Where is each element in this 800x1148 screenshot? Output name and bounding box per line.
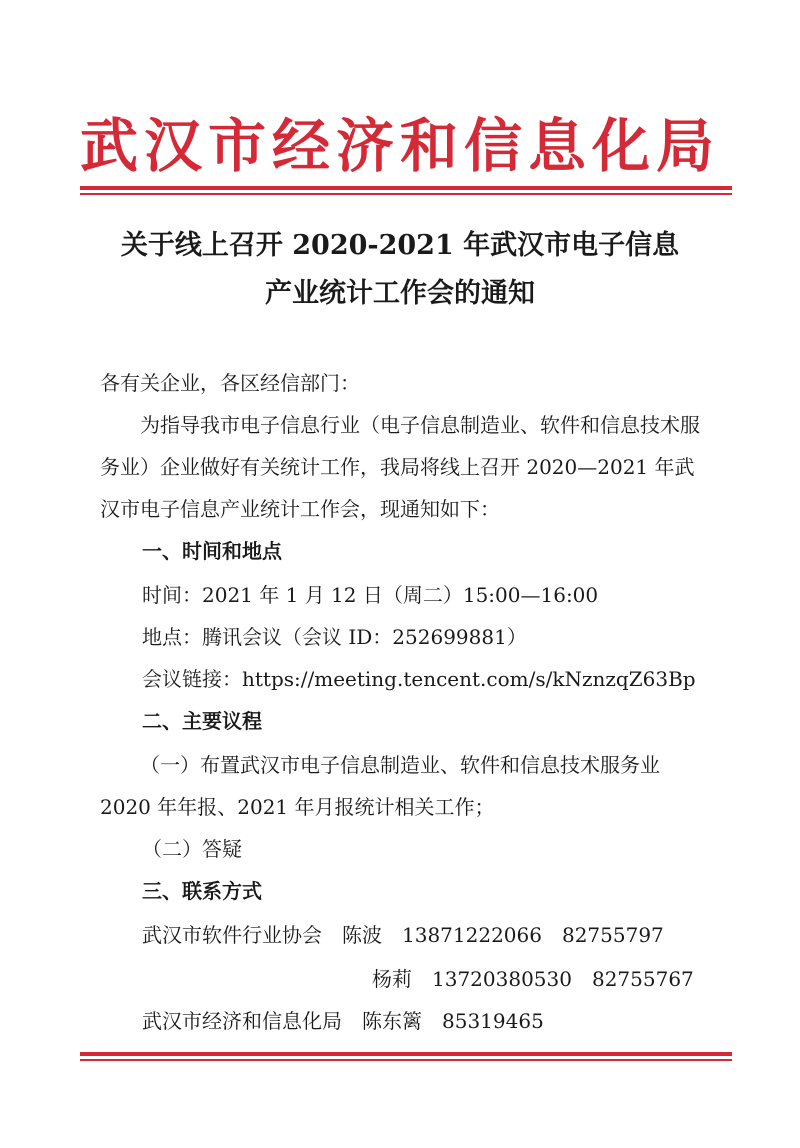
contact-line-2: 杨莉 13720380530 82755767 [372, 967, 694, 991]
document-title [0, 222, 800, 318]
contact-line-3: 武汉市经济和信息化局 陈东篱 85319465 [142, 1009, 544, 1033]
section-heading-agenda: 二、主要议程 [142, 709, 262, 733]
agency-header: 武汉市经济和信息化局 [79, 112, 720, 180]
section-heading-time-place: 一、时间和地点 [142, 539, 282, 563]
meeting-time: 时间：2021 年 1 月 12 日（周二）15:00—16:00 [142, 583, 599, 607]
contact-line-1: 武汉市软件行业协会 陈波 13871222066 82755797 [142, 923, 664, 947]
meeting-link[interactable]: 会议链接：https://meeting.tencent.com/s/kNznzqZ63Bp [142, 667, 696, 691]
intro-paragraph: 为指导我市电子信息行业（电子信息制造业、软件和信息技术服务业）企业做好有关统计工作，我局将线上召开 2020—2021 年武汉市电子信息产业统计工作会，现通知如下： [100, 413, 700, 521]
footer-rule-thin [80, 1059, 732, 1061]
header-rule-thick [80, 186, 732, 190]
footer-rule-thick [80, 1052, 732, 1056]
section-heading-contacts: 三、联系方式 [142, 879, 262, 903]
title-line-1: 关于线上召开 2020-2021 年武汉市电子信息 [120, 230, 680, 261]
agenda-item-2: （二）答疑 [142, 837, 242, 861]
title-line-2: 产业统计工作会的通知 [265, 278, 535, 309]
agenda-item-1: （一）布置武汉市电子信息制造业、软件和信息技术服务业 2020 年年报、2021 年月报统计相关工作； [100, 753, 660, 819]
salutation: 各有关企业，各区经信部门： [100, 371, 360, 395]
header-rule-thin [80, 193, 732, 195]
meeting-place: 地点：腾讯会议（会议 ID：252699881） [142, 625, 527, 649]
